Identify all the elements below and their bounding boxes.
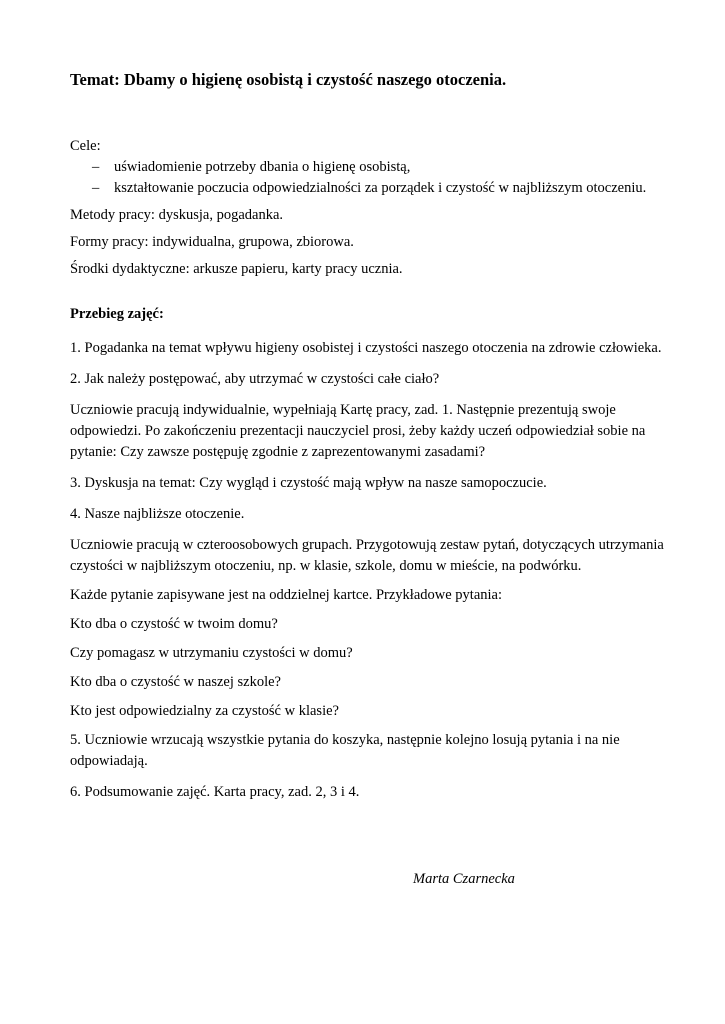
- step-4-questions-intro: Każde pytanie zapisywane jest na oddzielnej kartce. Przykładowe pytania:: [70, 587, 503, 604]
- example-question: Kto dba o czystość w twoim domu?: [70, 616, 278, 633]
- goal-text: kształtowanie poczucia odpowiedzialności za porządek i czystość w najbliższym otoczeniu.: [114, 180, 647, 197]
- step-3: 3. Dyskusja na temat: Czy wygląd i czystość mają wpływ na nasze samopoczucie.: [70, 475, 547, 492]
- author-signature: Marta Czarnecka: [413, 871, 515, 887]
- methods-line: Metody pracy: dyskusja, pogadanka.: [70, 207, 284, 224]
- example-question: Kto dba o czystość w naszej szkole?: [70, 674, 281, 691]
- step-2-description: Uczniowie pracują indywidualnie, wypełniają Kartę pracy, zad. 1. Następnie prezentują swoje odpowiedzi. Po zakończeniu prezentacji nauczyciel prosi, żeby każdy uczeń odpowiedział sobie na pytanie: Czy zawsze postępuję zgodnie z zaprezentowanymi zasadami?: [70, 402, 646, 461]
- goals-list: [70, 157, 675, 199]
- dash-bullet: –: [92, 180, 100, 197]
- goals-heading: Cele:: [70, 138, 101, 154]
- lesson-body: [70, 136, 675, 803]
- step-4-description: Uczniowie pracują w czteroosobowych grupach. Przygotowują zestaw pytań, dotyczących utrzymania czystości w najbliższym otoczeniu, np. w klasie, szkole, domu w mieście, na podwórku.: [70, 537, 664, 575]
- step-2: 2. Jak należy postępować, aby utrzymać w czystości całe ciało?: [70, 371, 440, 388]
- course-heading: Przebieg zajęć:: [70, 306, 164, 323]
- goal-item: [92, 178, 675, 199]
- step-6: 6. Podsumowanie zajęć. Karta pracy, zad. 2, 3 i 4.: [70, 784, 360, 801]
- materials-line: Środki dydaktyczne: arkusze papieru, karty pracy ucznia.: [70, 261, 403, 278]
- step-5: 5. Uczniowie wrzucają wszystkie pytania do koszyka, następnie kolejno losują pytania i na nie odpowiadają.: [70, 732, 620, 770]
- lesson-title: Temat: Dbamy o higienę osobistą i czystość naszego otoczenia.: [70, 70, 507, 89]
- step-1: 1. Pogadanka na temat wpływu higieny osobistej i czystości naszego otoczenia na zdrowie człowieka.: [70, 340, 662, 357]
- goal-text: uświadomienie potrzeby dbania o higienę osobistą,: [114, 159, 411, 176]
- goal-item: [92, 157, 675, 178]
- forms-line: Formy pracy: indywidualna, grupowa, zbiorowa.: [70, 234, 354, 251]
- dash-bullet: –: [92, 159, 100, 176]
- example-question: Czy pomagasz w utrzymaniu czystości w domu?: [70, 645, 353, 662]
- example-question: Kto jest odpowiedzialny za czystość w klasie?: [70, 703, 339, 720]
- step-4: 4. Nasze najbliższe otoczenie.: [70, 506, 245, 523]
